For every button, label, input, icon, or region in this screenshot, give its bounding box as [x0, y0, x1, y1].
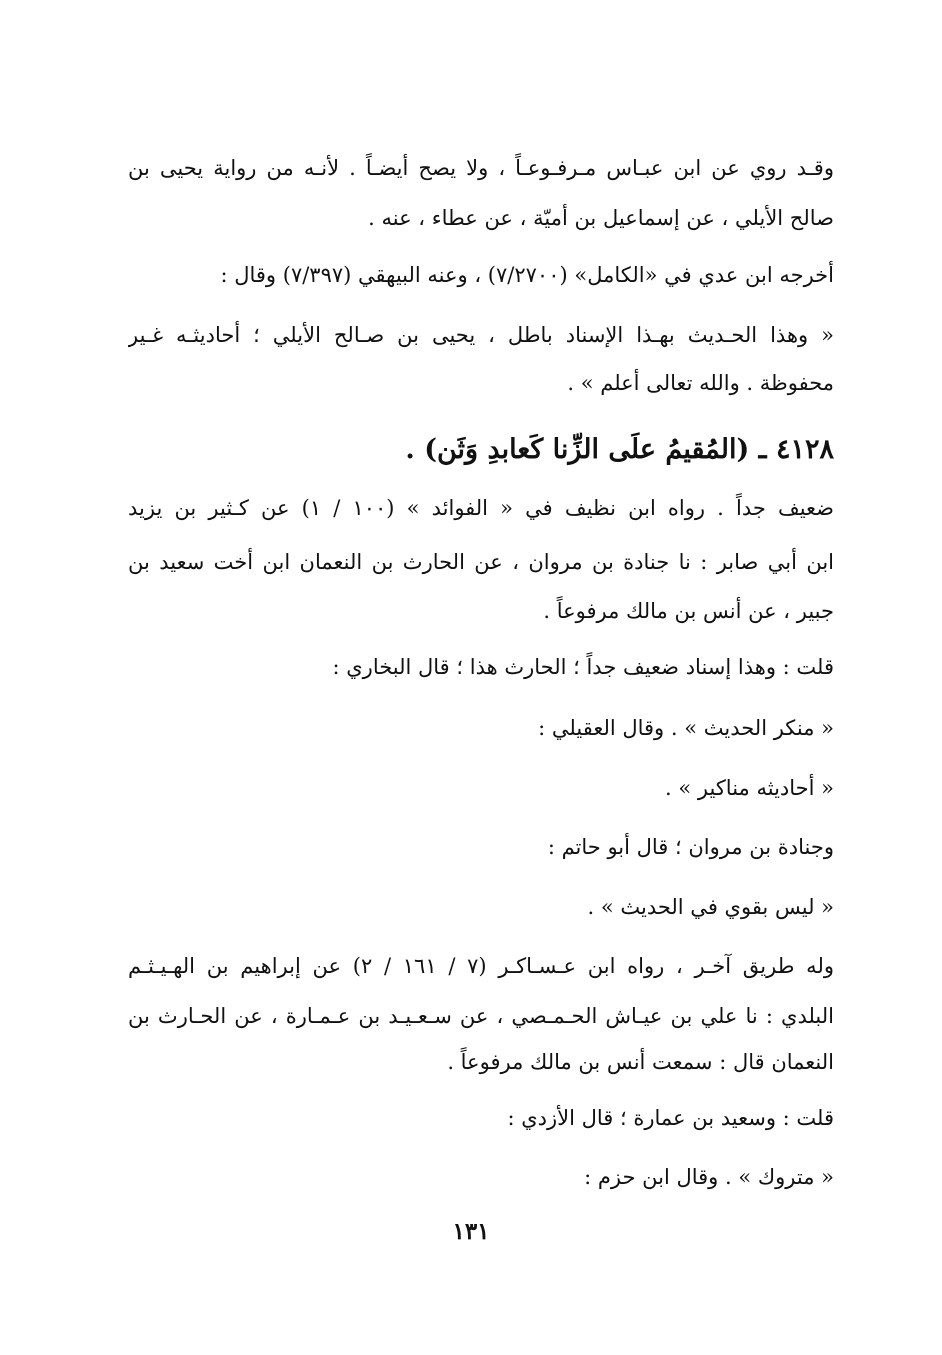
- hadith-heading: ٤١٢٨ ـ (المُقيمُ علَى الزِّنا كَعابدِ وَثَن) .: [405, 434, 834, 465]
- text-line-4: « وهذا الحـديث بهـذا الإسناد باطل ، يحيى بن صـالح الأيلي ؛ أحاديثـه غـير: [128, 323, 834, 347]
- page-number: ١٣١: [452, 1218, 490, 1245]
- text-line-8: ابن أبي صابر : نا جنادة بن مروان ، عن الحارث بن النعمان ابن أخت سعيد بن: [128, 550, 834, 574]
- text-line-10: قلت : وهذا إسناد ضعيف جداً ؛ الحارث هذا ؛ قال البخاري :: [332, 655, 834, 679]
- text-line-17: النعمان قال : سمعت أنس بن مالك مرفوعاً .: [447, 1050, 834, 1074]
- text-line-2: صالح الأيلي ، عن إسماعيل بن أميّة ، عن عطاء ، عنه .: [368, 206, 834, 230]
- text-line-15: وله طريق آخـر ، رواه ابن عـسـاكـر (٧ / ١٦١ / ٢) عن إبراهيم بن الهـيـثـم: [128, 954, 834, 978]
- text-line-7: ضعيف جداً . رواه ابن نظيف في « الفوائد » (١٠٠ / ١) عن كـثير بن يزيد: [128, 496, 834, 520]
- text-line-13: وجنادة بن مروان ؛ قال أبو حاتم :: [547, 835, 834, 859]
- text-line-16: البلدي : نا علي بن عيـاش الحـمـصي ، عن سـعـيـد بن عـمـارة ، عن الحـارث بن: [128, 1004, 834, 1028]
- text-line-9: جبير ، عن أنس بن مالك مرفوعاً .: [543, 599, 834, 623]
- text-line-18: قلت : وسعيد بن عمارة ؛ قال الأزدي :: [507, 1106, 834, 1130]
- text-line-12: « أحاديثه مناكير » .: [665, 776, 834, 800]
- text-line-19: « متروك » . وقال ابن حزم :: [584, 1165, 834, 1189]
- text-line-11: « منكر الحديث » . وقال العقيلي :: [538, 716, 834, 740]
- text-line-1: وقـد روي عن ابن عبـاس مـرفـوعـاً ، ولا يصح أيضـاً . لأنـه من رواية يحيى بن: [128, 156, 834, 180]
- text-line-5: محفوظة . والله تعالى أعلم » .: [567, 371, 834, 395]
- text-line-3: أخرجه ابن عدي في «الكامل» (٧/٢٧٠٠) ، وعنه البيهقي (٧/٣٩٧) وقال :: [220, 263, 834, 287]
- text-line-14: « ليس بقوي في الحديث » .: [587, 895, 834, 919]
